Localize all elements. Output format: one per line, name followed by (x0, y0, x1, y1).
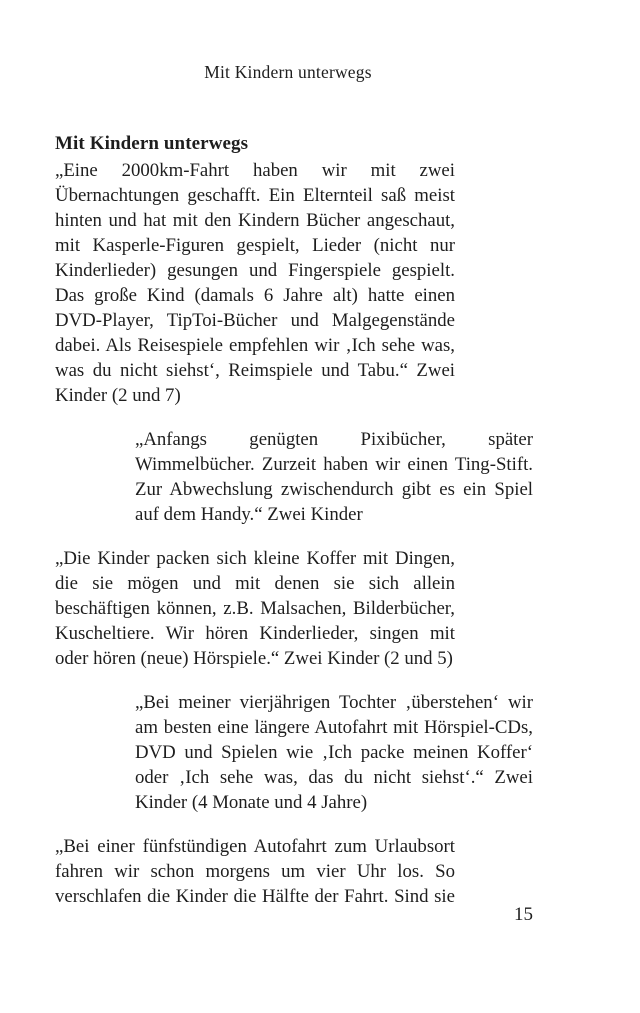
running-header: Mit Kindern unterwegs (204, 62, 372, 82)
text-line: „Bei einer fünfstündigen Autofahrt zum Urlaubsort (55, 836, 455, 857)
text-line: Zur Abwechslung zwischendurch gibt es ein Spiel (135, 479, 533, 500)
text-line: am besten eine längere Autofahrt mit Hörspiel-CDs, (135, 717, 533, 738)
body-paragraph (55, 158, 455, 408)
text-line: „Bei meiner vierjährigen Tochter ‚überstehen‘ wir (135, 692, 533, 713)
section-heading: Mit Kindern unterwegs (55, 133, 249, 154)
text-line: Kinderlieder) gesungen und Fingerspiele gespielt. (55, 260, 455, 281)
indented-quote-block (135, 427, 533, 527)
text-line: Übernachtungen geschafft. Ein Elternteil saß meist (55, 185, 455, 206)
text-line: Wimmelbücher. Zurzeit haben wir einen Ting-Stift. (135, 454, 533, 475)
text-line: Kinder (2 und 7) (55, 385, 181, 406)
page-number: 15 (514, 904, 533, 925)
text-line: hinten und hat mit den Kindern Bücher angeschaut, (55, 210, 455, 231)
text-line: verschlafen die Kinder die Hälfte der Fahrt. Sind sie (55, 886, 455, 907)
text-line: Kuscheltiere. Wir hören Kinderlieder, singen mit (55, 623, 455, 644)
text-line: was du nicht siehst‘, Reimspiele und Tabu.“ Zwei (55, 360, 455, 381)
text-line: „Anfangs genügten Pixibücher, später (135, 429, 533, 450)
text-line: auf dem Handy.“ Zwei Kinder (135, 504, 363, 525)
text-line: beschäftigen können, z.B. Malsachen, Bilderbücher, (55, 598, 455, 619)
text-column (55, 131, 533, 909)
text-line: oder ‚Ich sehe was, das du nicht siehst‘.“ Zwei (135, 767, 533, 788)
text-line: Kinder (4 Monate und 4 Jahre) (135, 792, 368, 813)
text-line: Das große Kind (damals 6 Jahre alt) hatte einen (55, 285, 455, 306)
text-line: „Eine 2000km-Fahrt haben wir mit zwei (55, 160, 455, 181)
body-text (55, 158, 533, 909)
text-line: oder hören (neue) Hörspiele.“ Zwei Kinder (2 und 5) (55, 648, 453, 669)
text-line: dabei. Als Reisespiele empfehlen wir ‚Ich sehe was, (55, 335, 455, 356)
body-paragraph (55, 834, 455, 909)
text-line: die sie mögen und mit denen sie sich allein (55, 573, 455, 594)
body-paragraph (55, 546, 455, 671)
text-line: fahren wir schon morgens um vier Uhr los. So (55, 861, 455, 882)
text-line: DVD-Player, TipToi-Bücher und Malgegenstände (55, 310, 455, 331)
indented-quote-block (135, 690, 533, 815)
text-line: „Die Kinder packen sich kleine Koffer mit Dingen, (55, 548, 455, 569)
text-line: mit Kasperle-Figuren gespielt, Lieder (nicht nur (55, 235, 455, 256)
text-line: DVD und Spielen wie ‚Ich packe meinen Koffer‘ (135, 742, 533, 763)
